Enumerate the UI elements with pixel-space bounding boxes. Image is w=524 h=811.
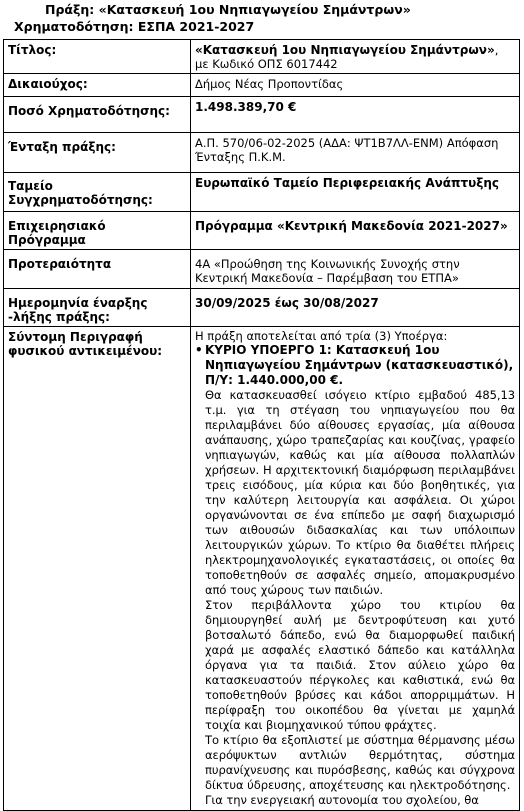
fund-label: Ταμείο Συγχρηματοδότησης: (4, 173, 191, 212)
amount-label: Ποσό Χρηματοδότησης: (4, 97, 191, 133)
description-value (191, 327, 520, 811)
title-label: Τίτλος: (4, 40, 191, 74)
description-paragraph: Στον περιβάλλοντα χώρο του κτιρίου θα δημιουργηθεί αυλή με δεντροφύτευση και χυτό βοτσαλωτό δάπεδο, ενώ θα διαμορφωθεί παιδική χαρά με ασφαλές ελαστικό δάπεδο και κατάλληλα όργανα για τα παιδιά. Στον αύλειο χώρο θα κατασκευαστούν πέργκολες και καθιστικά, ενώ θα τοποθετηθούν βρύσες και κάδοι απορριμμάτων. Η περίφραξη του οικοπέδου θα γίνεται με χαμηλά τοιχία και βιομηχανικού τύπου φράχτες. (205, 598, 515, 732)
description-paragraph: Για την ενεργειακή αυτονομία του σχολείου, θα (205, 793, 479, 807)
dates-value: 30/09/2025 έως 30/08/2027 (191, 289, 520, 327)
row-amount (4, 97, 520, 133)
inclusion-value: Α.Π. 570/06-02-2025 (ΑΔΑ: ΨΤ1Β7ΛΛ-ΕΝΜ) Απόφαση Ένταξης Π.Κ.Μ. (191, 133, 520, 173)
beneficiary-label: Δικαιούχος: (4, 74, 191, 97)
priority-label: Προτεραιότητα (4, 250, 191, 289)
inclusion-label: Ένταξη πράξης: (4, 133, 191, 173)
description-intro: Η πράξη αποτελείται από τρία (3) Υποέργα: (195, 329, 448, 343)
description-label: Σύντομη Περιγραφή φυσικού αντικειμένου: (4, 327, 191, 811)
row-title (4, 40, 520, 74)
title-value (191, 40, 520, 74)
description-paragraph: Το κτίριο θα εξοπλιστεί με σύστημα θέρμανσης μέσω αερόψυκτων αντλιών θερμότητας, σύστημα πυρανίχνευσης και πυρόσβεσης, καθώς και σύγχρονα δίκτυα ύδρευσης, αποχέτευσης και ηλεκτροδότησης. (205, 733, 515, 792)
row-priority (4, 250, 520, 289)
header-funding: Χρηματοδότηση: ΕΣΠΑ 2021-2027 (14, 19, 255, 34)
dates-label: Ημερομηνία έναρξης -λήξης πράξης: (4, 289, 191, 327)
amount-value: 1.498.389,70 € (191, 97, 520, 133)
header-project-title: Πράξη: «Κατασκευή 1ου Νηπιαγωγείου Σημάντρων» (45, 2, 411, 17)
row-description (4, 327, 520, 811)
priority-value: 4Α «Προώθηση της Κοινωνικής Συνοχής στην Κεντρική Μακεδονία – Παρέμβαση του ΕΤΠΑ» (191, 250, 520, 289)
project-info-table (3, 39, 520, 811)
title-value-bold: «Κατασκευή 1ου Νηπιαγωγείου Σημάντρων» (195, 43, 495, 57)
programme-label: Επιχειρησιακό Πρόγραμμα (4, 212, 191, 250)
row-fund (4, 173, 520, 212)
row-dates (4, 289, 520, 327)
subproject-1-title: • ΚΥΡΙΟ ΥΠΟΕΡΓΟ 1: Κατασκευή 1ου Νηπιαγωγείου Σημάντρων (κατασκευαστικό), Π/Υ: 1.440.000,00 €. (195, 343, 515, 388)
programme-value: Πρόγραμμα «Κεντρική Μακεδονία 2021-2027» (191, 212, 520, 250)
beneficiary-value: Δήμος Νέας Προποντίδας (191, 74, 520, 97)
fund-value: Ευρωπαϊκό Ταμείο Περιφερειακής Ανάπτυξης (191, 173, 520, 212)
row-inclusion (4, 133, 520, 173)
title-value-rest: , με Κωδικό ΟΠΣ 6017442 (195, 43, 499, 71)
description-paragraph: Θα κατασκευασθεί ισόγειο κτίριο εμβαδού 485,13 τ.μ. για τη στέγαση του νηπιαγωγείου που θα περιλαμβάνει δύο αίθουσες εργασίας, μία αίθουσα ανάπαυσης, χώρο τραπεζαρίας και κουζίνας, γραφείο νηπιαγωγών, καθώς και μία αίθουσα πολλαπλών χρήσεων. Η αρχιτεκτονική διαμόρφωση περιλαμβάνει τρεις εισόδους, μία κύρια και δύο βοηθητικές, για την καλύτερη λειτουργία και ασφάλεια. Οι χώροι οργανώνονται σε ένα επίπεδο με σαφή διαχωρισμό των αιθουσών διδασκαλίας και των υπόλοιπων λειτουργικών χώρων. Το κτίριο θα διαθέτει πλήρεις ηλεκτρομηχανολογικές εγκαταστάσεις, οι οποίες θα τοποθετηθούν σε ασφαλές σημείο, απομακρυσμένο από τους χώρους των παιδιών. (205, 388, 515, 597)
row-beneficiary (4, 74, 520, 97)
row-programme (4, 212, 520, 250)
